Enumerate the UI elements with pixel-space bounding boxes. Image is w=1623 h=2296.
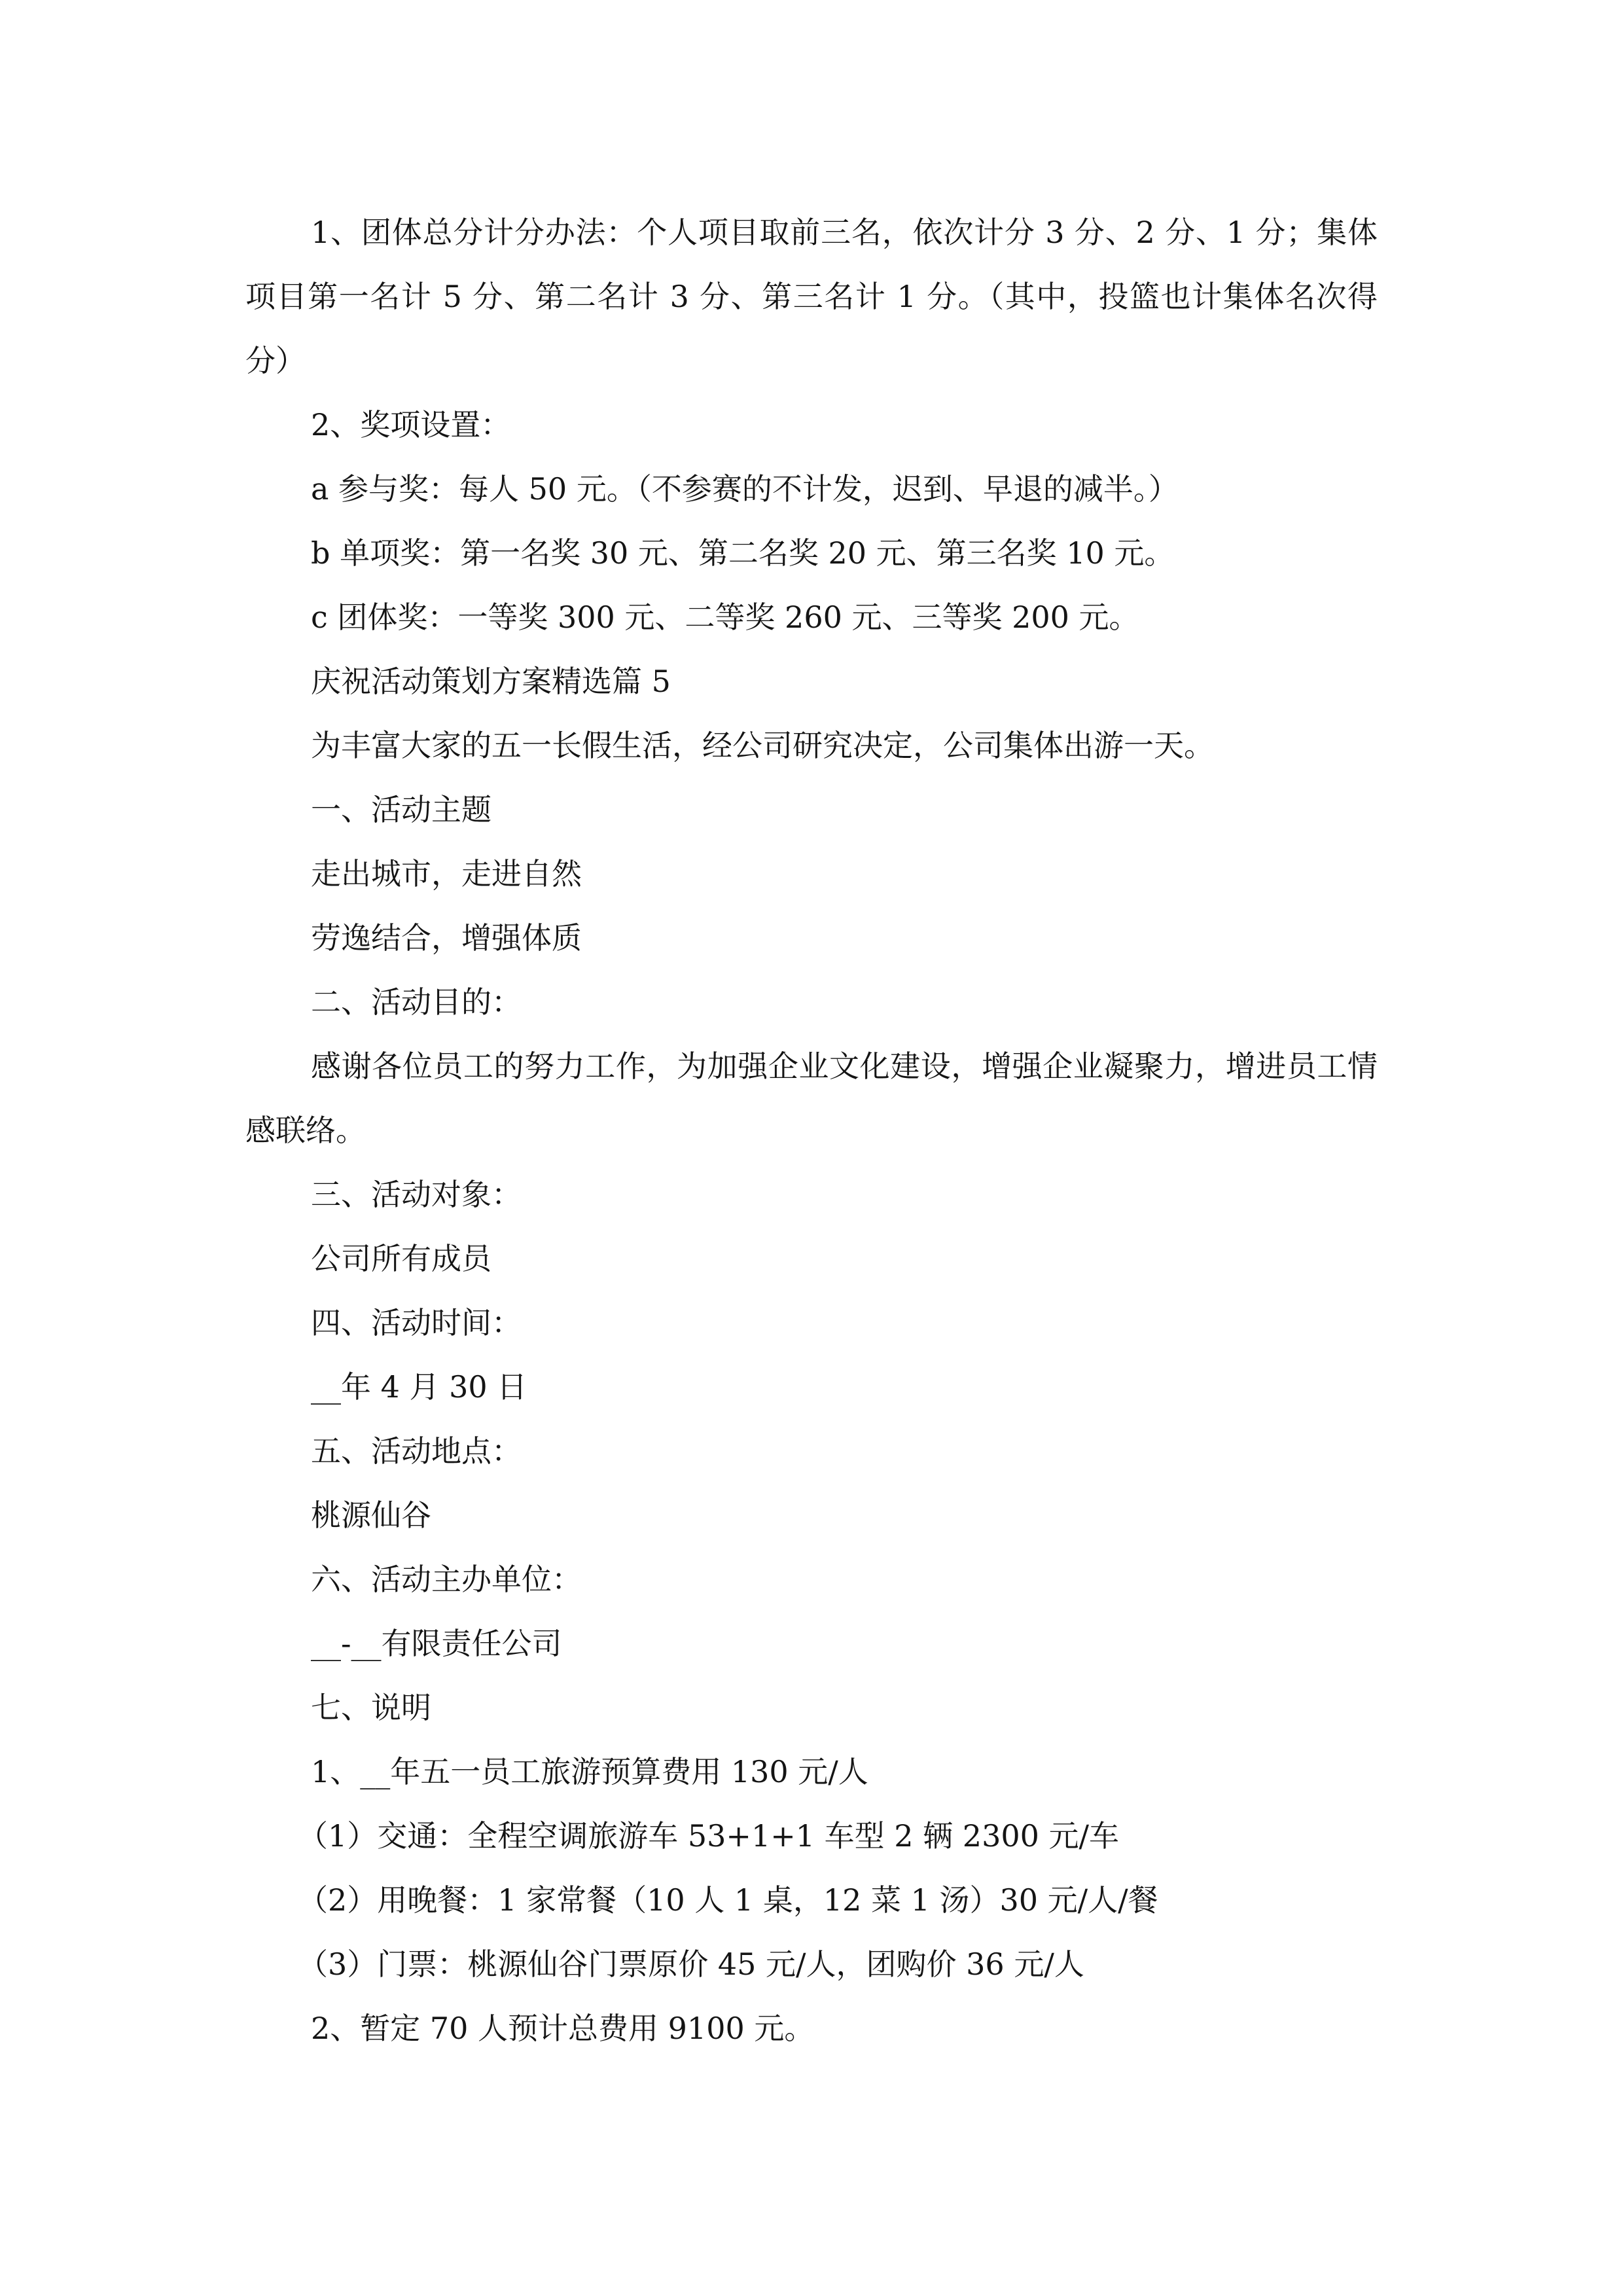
theme-line-2: 劳逸结合，增强体质 [311, 920, 582, 956]
paragraph-intro: 为丰富大家的五一长假生活，经公司研究决定，公司集体出游一天。 [311, 728, 1214, 763]
heading-participants: 三、活动对象： [311, 1177, 522, 1212]
theme-line-1: 走出城市，走进自然 [311, 856, 582, 891]
heading-purpose: 二、活动目的： [311, 984, 522, 1020]
paragraph-individual-award: b 单项奖：第一名奖 30 元、第二名奖 20 元、第三名奖 10 元。 [311, 535, 1175, 571]
paragraph-purpose: 感谢各位员工的努力工作，为加强企业文化建设，增强企业凝聚力，增进员工情感联络。 [245, 1049, 1378, 1148]
note-transport: （1）交通：全程空调旅游车 53+1+1 车型 2 辆 2300 元/车 [298, 1818, 1119, 1854]
paragraph-team-award: c 团体奖：一等奖 300 元、二等奖 260 元、三等奖 200 元。 [311, 600, 1139, 635]
paragraph-participation-award: a 参与奖：每人 50 元。（不参赛的不计发，迟到、早退的减半。） [311, 471, 1179, 507]
paragraph-award-settings: 2、奖项设置： [311, 407, 511, 442]
location-value: 桃源仙谷 [311, 1498, 431, 1533]
note-budget: 1、__年五一员工旅游预算费用 130 元/人 [311, 1754, 868, 1789]
participants-value: 公司所有成员 [311, 1241, 491, 1276]
note-tickets: （3）门票：桃源仙谷门票原价 45 元/人，团购价 36 元/人 [298, 1946, 1084, 1982]
time-value: __年 4 月 30 日 [311, 1369, 527, 1405]
heading-theme: 一、活动主题 [311, 792, 491, 827]
document-body [245, 200, 1378, 2060]
heading-time: 四、活动时间： [311, 1305, 522, 1340]
organizer-value: __-__有限责任公司 [311, 1626, 562, 1661]
heading-organizer: 六、活动主办单位： [311, 1562, 582, 1597]
heading-notes: 七、说明 [311, 1690, 431, 1725]
note-dinner: （2）用晚餐：1 家常餐（10 人 1 桌，12 菜 1 汤）30 元/人/餐 [298, 1882, 1158, 1918]
heading-location: 五、活动地点： [311, 1433, 522, 1469]
section-title-plan-5: 庆祝活动策划方案精选篇 5 [311, 664, 671, 699]
paragraph-scoring-method: 1、团体总分计分办法：个人项目取前三名，依次计分 3 分、2 分、1 分；集体项目第一名计 5 分、第二名计 3 分、第三名计 1 分。（其中，投篮也计集体名次得分） [245, 215, 1378, 378]
note-total-cost: 2、暂定 70 人预计总费用 9100 元。 [311, 2011, 815, 2046]
